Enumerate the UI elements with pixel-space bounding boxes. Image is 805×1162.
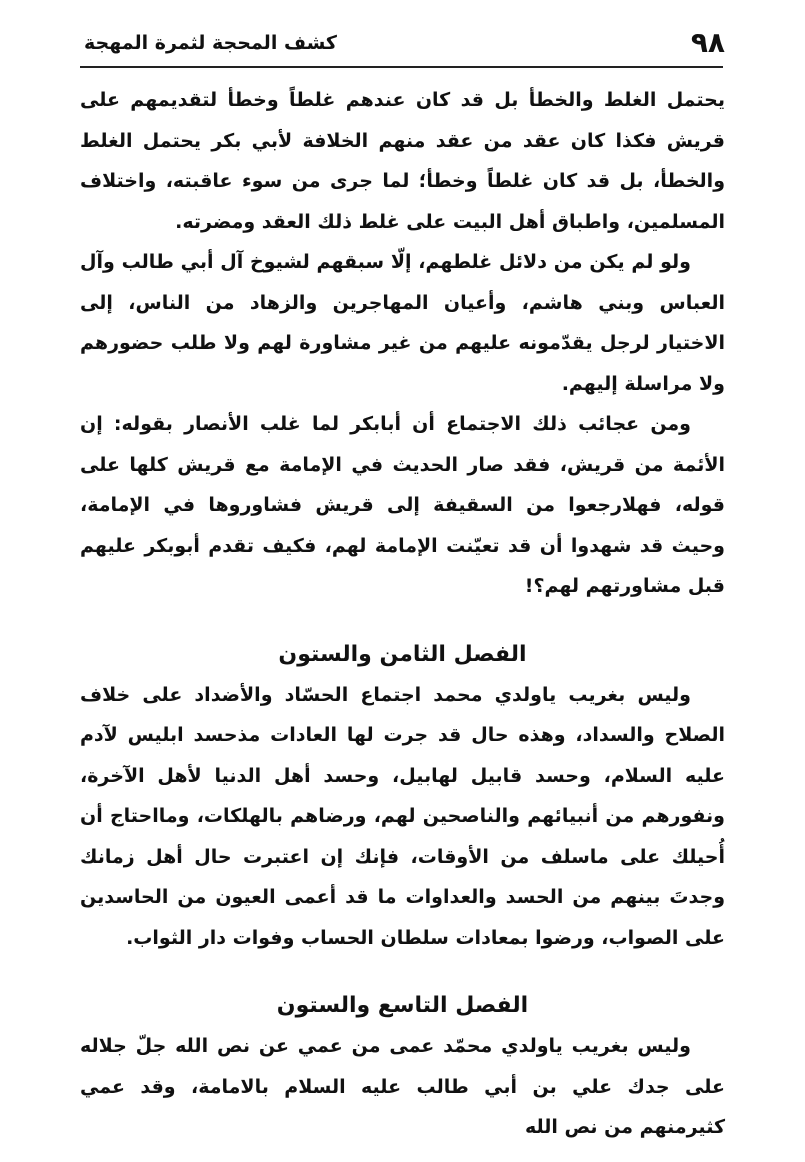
paragraph-2: ولو لم يكن من دلائل غلطهم، إلّا سبقهم لشيوخ آل أبي طالب وآل العباس وبني هاشم، وأعيان المهاجرين والزهاد من الناس، إلى الاختيار لرجل يقدّمونه عليهم من غير مشاورة لهم ولا طلب حضورهم ولا مراسلة إليهم.: [80, 251, 725, 395]
running-title: كشف المحجة لثمرة المهجة: [84, 32, 337, 54]
header-rule: [80, 66, 723, 68]
paragraph-1: يحتمل الغلط والخطأ بل قد كان عندهم غلطاً وخطأ لتقديمهم على قريش فكذا كان عقد من عقد منهم الخلافة لأبي بكر يحتمل الغلط والخطأ، بل قد كان غلطاً وخطأ؛ لما جرى من سوء عاقبته، واختلاف المسلمين، واطباق أهل البيت على غلط ذلك العقد ومضرته.: [80, 89, 725, 233]
paragraph-3: ومن عجائب ذلك الاجتماع أن أبابكر لما غلب الأنصار بقوله: إن الأئمة من قريش، فقد صار الحديث في الإمامة مع قريش كلها على قوله، فهلارجعوا من السقيفة إلى قريش فشاوروها في الإمامة، وحيث قد شهدوا أن قد تعيّنت الإمامة لهم، فكيف تقدم أبوبكر عليهم قبل مشاورتهم لهم؟!: [80, 413, 725, 597]
page-header: [40, 22, 765, 62]
chapter-68-heading: الفصل الثامن والستون: [278, 641, 527, 667]
chapter-69-heading: الفصل التاسع والستون: [276, 993, 529, 1018]
spacer: [80, 607, 725, 635]
page-number: ٩٨: [690, 26, 725, 59]
chapter-68-body: وليس بغريب ياولدي محمد اجتماع الحسّاد والأضداد على خلاف الصلاح والسداد، وهذه حال قد جرت لها العادات مذحسد ابليس لآدم عليه السلام، وحسد قابيل لهابيل، وحسد أهل الدنيا لأهل الآخرة، ونفورهم من أنبيائهم والناصحين لهم، ورضاهم بالهلكات، ومااحتاج أن أُحيلك على ماسلف من الأوقات، فإنك إن اعتبرت حال أهل زمانك وجدتَ بينهم من الحسد والعداوات ما قد أعمى العيون من الحاسدين على الصواب، ورضوا بمعادات سلطان الحساب وفوات دار الثواب.: [80, 683, 725, 949]
spacer: [80, 958, 725, 986]
chapter-69-body: وليس بغريب ياولدي محمّد عمى من عمي عن نص الله جلّ جلاله على جدك علي بن أبي طالب عليه السلام بالامامة، وقد عمي كثيرمنهم من نص الله: [80, 1035, 725, 1138]
page-body: [80, 80, 725, 1148]
